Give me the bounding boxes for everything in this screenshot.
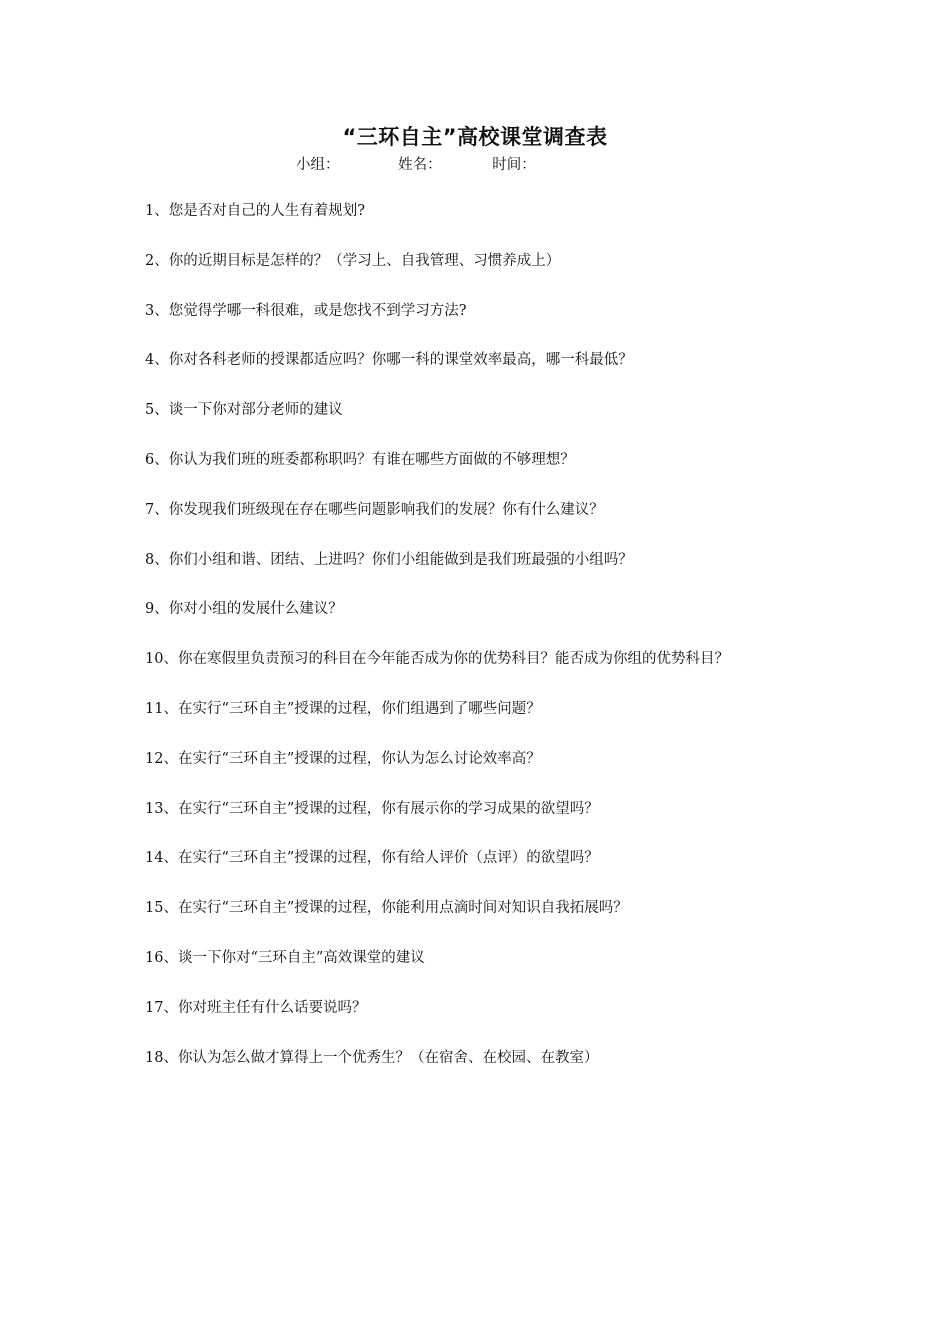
- respondent-info-row: [296, 153, 536, 174]
- question-item: 14、在实行“三环自主”授课的过程，你有给人评价（点评）的欲望吗？: [145, 850, 599, 867]
- question-item: 10、你在寒假里负责预习的科目在今年能否成为你的优势科目？能否成为你组的优势科目？: [145, 651, 729, 668]
- question-item: 18、你认为怎么做才算得上一个优秀生？（在宿舍、在校园、在教室）: [145, 1049, 599, 1066]
- question-item: 8、你们小组和谐、团结、上进吗？你们小组能做到是我们班最强的小组吗？: [145, 551, 633, 568]
- question-item: 4、你对各科老师的授课都适应吗？你哪一科的课堂效率最高，哪一科最低？: [145, 352, 633, 369]
- question-item: 7、你发现我们班级现在存在哪些问题影响我们的发展？你有什么建议？: [145, 501, 604, 518]
- question-item: 17、你对班主任有什么话要说吗？: [145, 999, 367, 1016]
- question-item: 16、谈一下你对“三环自主”高效课堂的建议: [145, 949, 425, 966]
- question-item: 15、在实行“三环自主”授课的过程，你能利用点滴时间对知识自我拓展吗？: [145, 900, 628, 917]
- question-item: 5、谈一下你对部分老师的建议: [145, 402, 343, 419]
- question-item: 12、在实行“三环自主”授课的过程，你认为怎么讨论效率高？: [145, 750, 541, 767]
- name-label: 姓名：: [398, 157, 442, 173]
- question-list: [145, 200, 729, 1096]
- question-item: 1、您是否对自己的人生有着规划?: [145, 203, 365, 219]
- question-item: 3、您觉得学哪一科很难，或是您找不到学习方法?: [145, 302, 467, 319]
- question-item: 2、你的近期目标是怎样的？（学习上、自我管理、习惯养成上）: [145, 252, 561, 269]
- group-label: 小组：: [296, 157, 340, 173]
- question-item: 11、在实行“三环自主”授课的过程，你们组遇到了哪些问题？: [145, 700, 541, 717]
- question-item: 9、你对小组的发展什么建议？: [145, 601, 343, 618]
- question-item: 6、你认为我们班的班委都称职吗？有谁在哪些方面做的不够理想？: [145, 451, 575, 468]
- question-item: 13、在实行“三环自主”授课的过程，你有展示你的学习成果的欲望吗？: [145, 800, 599, 817]
- document-title: “三环自主”高校课堂调查表: [342, 125, 608, 149]
- time-label: 时间：: [492, 157, 536, 173]
